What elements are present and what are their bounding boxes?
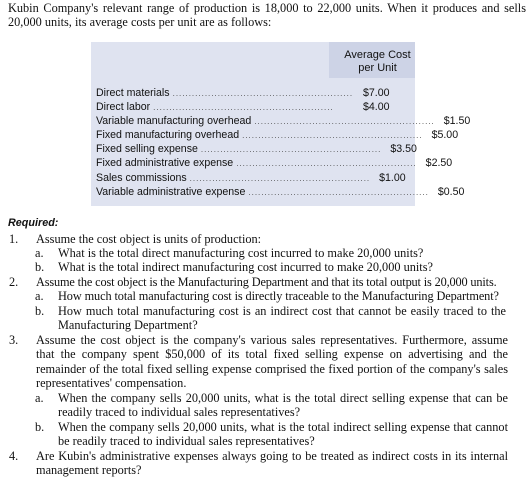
cost-row bbox=[96, 156, 453, 170]
leader-dots: ........................................................ bbox=[254, 117, 435, 127]
cost-value: $0.50 bbox=[437, 185, 465, 198]
intro-paragraph: Kubin Company's relevant range of production is 18,000 to 22,000 units. When it produces and sells 20,000 units, its average costs per unit are as follows: bbox=[8, 1, 526, 30]
leader-dots: ........................................................ bbox=[172, 89, 354, 98]
subquestion-letter: a. bbox=[35, 289, 44, 303]
header-line-1: Average Cost bbox=[344, 49, 411, 61]
table-header bbox=[329, 49, 426, 74]
cost-row bbox=[96, 185, 465, 199]
cost-label: Direct labor bbox=[96, 101, 151, 114]
subquestion-text: What is the total indirect manufacturing cost incurred to make 20,000 units? bbox=[58, 260, 433, 274]
subquestion-letter: b. bbox=[35, 420, 45, 434]
question-text: Are Kubin's administrative expenses always going to be treated as indirect costs in its internal management reports? bbox=[36, 449, 508, 478]
subquestion-letter: b. bbox=[35, 260, 45, 274]
cost-row bbox=[96, 142, 416, 156]
cost-value: $1.00 bbox=[379, 171, 406, 184]
cost-row bbox=[96, 128, 459, 142]
question-text: Assume the cost object is units of production: bbox=[36, 232, 262, 246]
leader-dots: ........................................................ bbox=[248, 187, 429, 197]
cost-row bbox=[96, 171, 416, 185]
cost-value: $3.50 bbox=[390, 143, 417, 156]
question-number: 3. bbox=[9, 333, 19, 347]
header-line-2: per Unit bbox=[358, 61, 397, 74]
subquestion-letter: a. bbox=[35, 391, 44, 405]
question-number: 4. bbox=[9, 449, 19, 463]
cost-label: Variable administrative expense bbox=[96, 185, 246, 198]
subquestion-text: How much total manufacturing cost is directly traceable to the Manufacturing Department? bbox=[58, 289, 499, 303]
cost-value: $5.00 bbox=[431, 129, 459, 142]
subquestion-text: What is the total direct manufacturing cost incurred to make 20,000 units? bbox=[58, 246, 424, 260]
cost-label: Fixed administrative expense bbox=[96, 157, 234, 170]
cost-rows bbox=[96, 86, 471, 199]
question-number: 2. bbox=[9, 275, 19, 289]
subquestion-letter: a. bbox=[35, 246, 44, 260]
cost-value: $1.50 bbox=[443, 115, 471, 128]
leader-dots: ........................................................ bbox=[236, 159, 417, 169]
cost-row bbox=[96, 114, 471, 128]
cost-label: Direct materials bbox=[96, 87, 170, 99]
leader-dots: ........................................................ bbox=[153, 103, 334, 113]
cost-row bbox=[96, 100, 416, 114]
leader-dots: ........................................................ bbox=[189, 173, 371, 183]
cost-row bbox=[96, 86, 416, 100]
required-heading: Required: bbox=[8, 217, 59, 229]
leader-dots: ........................................................ bbox=[242, 131, 423, 141]
cost-label: Fixed selling expense bbox=[96, 143, 198, 156]
question-text: Assume the cost object is the company's various sales representatives. Furthermore, assume that the company spent $50,000 of its total fixed selling expense on advertising and the remainder of the total fixed selling expense comprised the fixed portion of the company's sales representatives' compensation. bbox=[36, 333, 508, 390]
cost-value: $7.00 bbox=[363, 87, 390, 99]
cost-value: $4.00 bbox=[363, 101, 390, 114]
cost-label: Sales commissions bbox=[96, 171, 187, 184]
subquestion-letter: b. bbox=[35, 304, 45, 318]
question-number: 1. bbox=[9, 232, 19, 246]
question-text: Assume the cost object is the Manufacturing Department and that its total output is 20,000 units. bbox=[36, 275, 497, 289]
subquestion-text: When the company sells 20,000 units, what is the total indirect selling expense that cannot be readily traced to individual sales representatives? bbox=[58, 420, 508, 449]
leader-dots: ........................................................ bbox=[200, 145, 382, 155]
subquestion-text: How much total manufacturing cost is an indirect cost that cannot be easily traced to the Manufacturing Department? bbox=[58, 304, 506, 333]
cost-label: Fixed manufacturing overhead bbox=[96, 129, 240, 142]
subquestion-text: When the company sells 20,000 units, what is the total direct selling expense that can be readily traced to individual sales representatives? bbox=[58, 391, 508, 420]
cost-label: Variable manufacturing overhead bbox=[96, 115, 252, 128]
cost-value: $2.50 bbox=[425, 157, 453, 170]
